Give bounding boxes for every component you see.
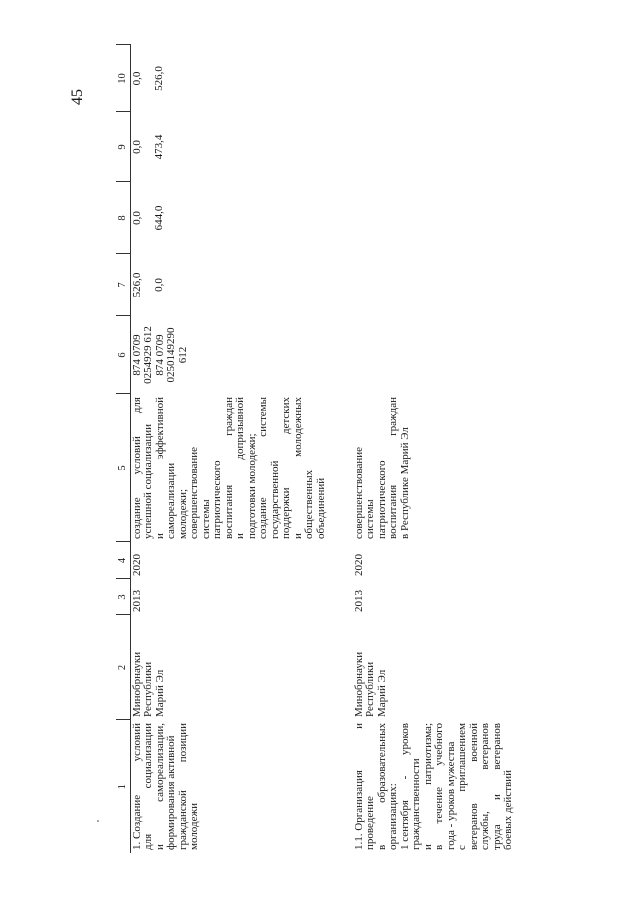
text-fragment: граждан [387, 397, 400, 436]
text-fragment: течение [433, 786, 446, 824]
text-fragment: и [421, 844, 434, 850]
text-line [143, 397, 155, 539]
text-fragment: для [142, 833, 155, 850]
cell-line: Минобрнауки [352, 651, 365, 717]
text-fragment: для [130, 397, 143, 414]
program-table [116, 45, 538, 854]
text-fragment: подготовки молодежи; [245, 433, 258, 539]
header-col-3: 3 [116, 579, 130, 615]
text-line [388, 723, 400, 850]
text-fragment: года - уроков мужества [444, 741, 457, 850]
text-fragment: - [398, 775, 411, 780]
text-fragment: системы [364, 499, 377, 539]
value-cell-col9 [353, 112, 538, 182]
text-fragment: совершенствование [188, 446, 201, 539]
text-fragment: государственной [268, 460, 281, 539]
header-col-5: 5 [116, 394, 130, 542]
text-fragment: приглашением [456, 723, 469, 792]
expected-result-cell [353, 394, 538, 542]
text-fragment: 1 сентября [398, 800, 411, 850]
expected-result-cell [130, 394, 353, 542]
text-fragment: создание [257, 497, 270, 539]
text-fragment: ветеранов [490, 723, 503, 770]
value-col7-line1: 526,0 [130, 272, 143, 298]
text-fragment: патриотического [211, 460, 224, 539]
value-cell-col8 [130, 182, 353, 254]
header-col-1: 1 [116, 720, 130, 853]
text-fragment: граждан [222, 397, 235, 436]
text-fragment: труда [490, 824, 503, 850]
rotated-table-sheet [116, 45, 538, 853]
header-col-10: 10 [116, 45, 130, 112]
text-fragment: учебного [433, 723, 446, 766]
text-fragment: создание [130, 497, 143, 539]
start-year-cell: 2013 [130, 590, 143, 612]
start-year-cell: 2013 [352, 590, 365, 612]
value-cell-col9 [130, 112, 353, 182]
text-fragment: военной [467, 723, 480, 762]
text-line [166, 723, 178, 850]
activity-cell [130, 720, 353, 853]
text-fragment: воспитания [387, 484, 400, 539]
value-col7-line2: 0,0 [153, 278, 166, 292]
header-col-2: 2 [116, 615, 130, 720]
text-fragment: формирования активной [165, 735, 178, 850]
text-fragment: общественных [303, 469, 316, 539]
text-fragment: эффективной [153, 397, 166, 460]
text-fragment: и [234, 533, 247, 539]
text-fragment: системы [199, 499, 212, 539]
text-fragment: и [153, 533, 166, 539]
text-line [281, 397, 293, 539]
cell-line: Республики [142, 661, 155, 717]
activity-cell [353, 720, 538, 853]
text-line [212, 397, 224, 539]
value-col9-line2: 473,4 [153, 134, 166, 160]
text-fragment: патриотизма; [421, 723, 434, 785]
budget-code-cell [353, 316, 538, 394]
text-fragment: ветеранов [479, 723, 492, 770]
text-fragment: условий [130, 436, 143, 475]
text-fragment: молодежи; [176, 488, 189, 539]
value-cell-col10 [353, 45, 538, 112]
text-fragment: и [153, 844, 166, 850]
text-fragment: молодежных [291, 397, 304, 457]
text-fragment: гражданской [176, 790, 189, 850]
text-fragment: объединений [314, 477, 327, 539]
header-col-4: 4 [116, 542, 130, 579]
text-fragment: гражданственности [410, 758, 423, 850]
text-fragment: 1. Создание [130, 794, 143, 850]
text-fragment: проведение [364, 796, 377, 850]
header-col-9: 9 [116, 112, 130, 182]
text-line [400, 397, 412, 539]
text-fragment: организациях: [387, 783, 400, 850]
value-cell-col8 [353, 182, 538, 254]
text-fragment: поддержки [280, 487, 293, 539]
value-cell-col7 [130, 254, 353, 316]
text-fragment: самореализации, [153, 723, 166, 802]
text-line [189, 723, 201, 850]
text-fragment: успешной социализации [142, 423, 155, 539]
text-fragment: позиции [176, 723, 189, 763]
cell-line: 874 0709 [130, 334, 143, 376]
cell-line: Минобрнауки [130, 651, 143, 717]
text-fragment: самореализации [165, 462, 178, 539]
executor-cell [130, 615, 353, 720]
text-fragment: ветеранов [467, 803, 480, 850]
cell-line: Марий Эл [375, 669, 388, 717]
value-col10-line1: 0,0 [130, 71, 143, 86]
text-fragment: в Республике Марий Эл [398, 427, 411, 539]
text-fragment: и [352, 723, 365, 729]
text-fragment: службы, [479, 811, 492, 850]
text-line [316, 397, 328, 539]
value-col9-line1: 0,0 [130, 140, 143, 154]
cell-line: 0250149290 [165, 327, 178, 383]
budget-code-cell [130, 316, 353, 394]
text-line [143, 723, 155, 850]
header-col-6: 6 [116, 316, 130, 394]
table-row [130, 45, 353, 853]
text-fragment: в [433, 844, 446, 850]
end-year-cell: 2020 [130, 554, 143, 576]
text-fragment: совершенствование [352, 446, 365, 539]
cell-line: 874 0709 [153, 334, 166, 376]
text-fragment: воспитания [222, 484, 235, 539]
text-fragment: и [291, 533, 304, 539]
text-line [503, 723, 515, 850]
page-number: 45 [69, 89, 86, 105]
header-col-7: 7 [116, 254, 130, 316]
text-fragment: боевых действий [502, 770, 515, 850]
text-fragment: детских [280, 397, 293, 435]
table-row [353, 45, 538, 853]
text-fragment: системы [257, 397, 270, 437]
text-fragment: образовательных [375, 723, 388, 803]
text-fragment: в [375, 844, 388, 850]
cell-line: Республики [364, 661, 377, 717]
text-fragment: социализации [142, 723, 155, 789]
value-cell-col10 [130, 45, 353, 112]
value-col8-line1: 0,0 [130, 211, 143, 225]
text-fragment: допризывной [234, 397, 247, 460]
cell-line: Марий Эл [153, 669, 166, 717]
text-fragment: 1.1. Организация [352, 770, 365, 850]
value-cell-col7 [353, 254, 538, 316]
text-line [365, 723, 377, 850]
text-fragment: патриотического [375, 460, 388, 539]
scan-speck [97, 820, 99, 822]
text-fragment: уроков [398, 723, 411, 755]
text-line [457, 723, 469, 850]
text-fragment: молодежи [188, 803, 201, 850]
text-fragment: и [490, 794, 503, 800]
header-row [116, 45, 130, 853]
cell-line: 0254929 612 [142, 326, 155, 384]
end-year-cell: 2020 [352, 554, 365, 576]
executor-cell [353, 615, 538, 720]
header-col-8: 8 [116, 182, 130, 254]
text-fragment: условий [130, 723, 143, 762]
text-fragment: с [456, 845, 469, 850]
text-line [480, 723, 492, 850]
value-col10-line2: 526,0 [153, 66, 166, 91]
cell-line: 612 [176, 346, 189, 364]
value-col8-line2: 644,0 [153, 205, 166, 231]
text-line [411, 723, 423, 850]
